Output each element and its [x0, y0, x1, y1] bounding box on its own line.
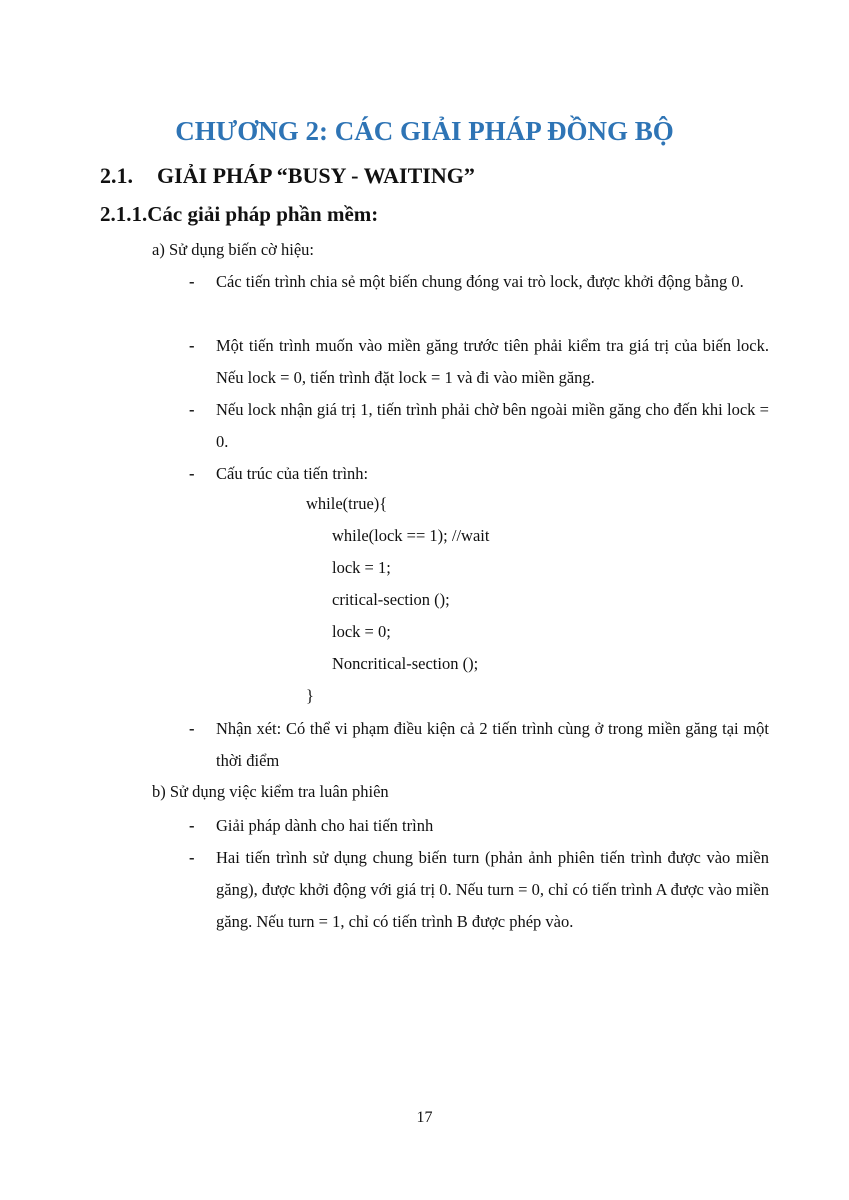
bullet-text: Nếu lock nhận giá trị 1, tiến trình phải chờ bên ngoài miền găng cho đến khi lock = 0. — [216, 400, 769, 451]
bullet-dash: - — [189, 400, 195, 419]
code-line: lock = 1; — [332, 558, 391, 577]
list-item — [189, 713, 769, 777]
bullet-dash: - — [189, 848, 195, 867]
bullet-dash: - — [189, 816, 195, 835]
chapter-title: CHƯƠNG 2: CÁC GIẢI PHÁP ĐỒNG BỘ — [175, 116, 674, 146]
list-item — [189, 810, 769, 842]
list-item — [189, 330, 769, 394]
code-line: } — [306, 686, 314, 705]
code-line: lock = 0; — [332, 622, 391, 641]
bullet-text: Giải pháp dành cho hai tiến trình — [216, 816, 434, 835]
item-b-label: b) Sử dụng việc kiểm tra luân phiên — [152, 782, 389, 801]
bullet-text: Nhận xét: Có thể vi phạm điều kiện cả 2 tiến trình cùng ở trong miền găng tại một thời điểm — [216, 719, 769, 770]
list-item — [189, 394, 769, 458]
list-item — [189, 266, 769, 298]
bullet-dash: - — [189, 464, 195, 483]
code-line: critical-section (); — [332, 590, 450, 609]
list-item — [189, 842, 769, 938]
code-line: while(true){ — [306, 494, 388, 513]
code-line: while(lock == 1); //wait — [332, 526, 490, 545]
subsection-number: 2.1.1. — [100, 202, 148, 226]
bullet-text: Hai tiến trình sử dụng chung biến turn (phản ảnh phiên tiến trình được vào miền găng), được khởi động với giá trị 0. Nếu turn = 0, chỉ có tiến trình A được vào miền găng. Nếu turn = 1, chỉ có tiến trình B được phép vào. — [216, 848, 769, 931]
bullet-text: Các tiến trình chia sẻ một biến chung đóng vai trò lock, được khởi động bằng 0. — [216, 272, 744, 291]
bullet-dash: - — [189, 719, 195, 738]
section-title: GIẢI PHÁP “BUSY - WAITING” — [157, 163, 475, 188]
subsection-title: Các giải pháp phần mềm: — [147, 202, 379, 226]
bullet-dash: - — [189, 272, 195, 291]
bullet-dash: - — [189, 336, 195, 355]
bullet-text: Cấu trúc của tiến trình: — [216, 464, 369, 483]
bullet-text: Một tiến trình muốn vào miền găng trước tiên phải kiểm tra giá trị của biến lock. Nếu lock = 0, tiến trình đặt lock = 1 và đi vào miền găng. — [216, 336, 769, 387]
section-heading — [100, 163, 475, 189]
subsection-heading — [100, 202, 378, 227]
item-a-label: a) Sử dụng biến cờ hiệu: — [152, 240, 315, 259]
page-number: 17 — [416, 1109, 433, 1126]
code-line: Noncritical-section (); — [332, 654, 479, 673]
list-item — [189, 458, 769, 490]
section-number: 2.1. — [100, 163, 133, 188]
